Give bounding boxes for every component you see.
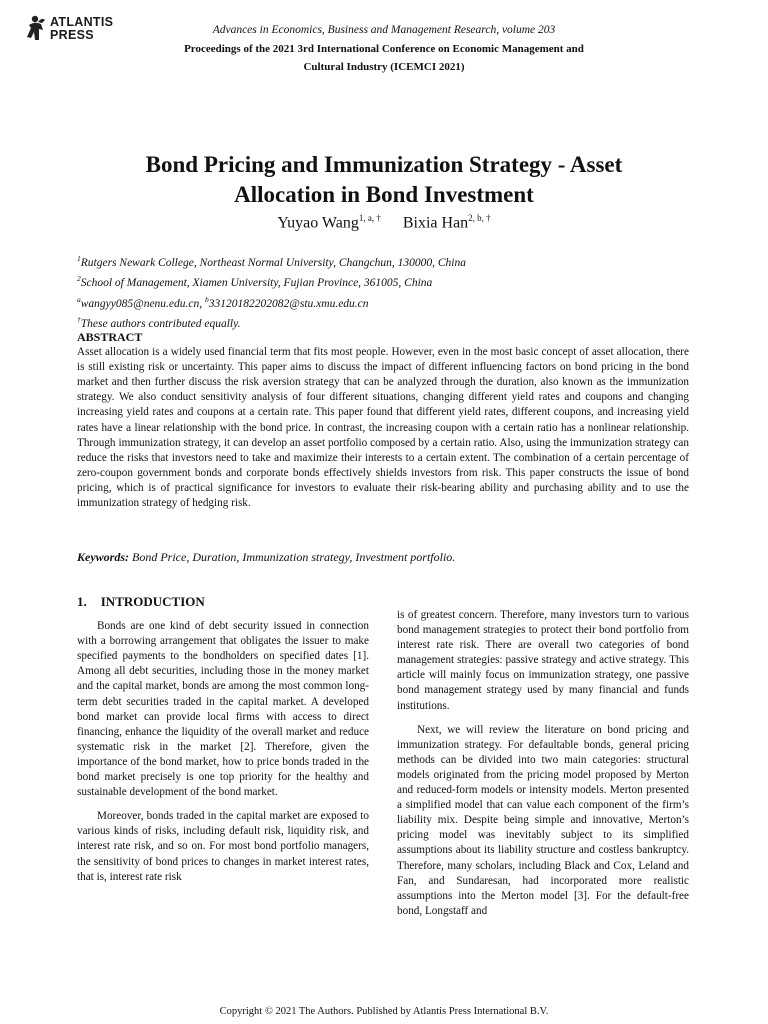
body-paragraph: is of greatest concern. Therefore, many investors turn to various bond management strategies to protect their bond portfolio from interest rate risk. There are overall two categories of bond management strategies: passive strategy and active strategy. This article will mainly focus on immunization strategy, one passive bond management strategy used by many financial and funds institutions. [397,609,689,712]
copyright-footer: Copyright © 2021 The Authors. Published by Atlantis Press International B.V. [219,1006,549,1017]
author-list [80,213,688,232]
title-line-1: Bond Pricing and Immunization Strategy - Asset [145,152,623,177]
affiliation-1: $^1$Rutgers Newark College, Northeast Normal University, Changchun, 130000, China [77,254,466,269]
left-column [77,594,369,894]
author-name: Yuyao Wang [277,214,359,232]
right-column [397,608,689,928]
abstract-section [77,330,689,511]
abstract-heading: ABSTRACT [77,330,143,344]
keywords-line [77,550,689,565]
abstract-text: Asset allocation is a widely used financial term that fits most people. However, even in the most basic concept of asset allocation, there is still existing risk or uncertainty. This paper aims to discuss the impact of different influencing factors on bond pricing in the bond market and then further discuss the risk aversion strategy that can be analyzed through the duration, also known as the immunization strategy. We also conduct sensitivity analysis of four different situations, changing different yield rates and coupons and changing increasing yield rates and coupons at a certain rate. This paper found that different yield rates, different coupons, and increasing yield rates have a linear relationship with the bond price. In contrast, the increasing coupon with a certain ratio has a nonlinear relationship. Through immunization strategy, it can develop an asset portfolio composed by a certain ratio. Also, using the immunization strategy can reduce the risks that investors need to take and maximize their interests to a certain extent. The combination of a certain percentage of zero-coupon government bonds and corporate bonds effectively shields investors from risk. This paper constructs the issue of bond pricing, which is of practical significance for investors to evaluate their risk-bearing ability and purchasing ability and to use the immunization strategy of hedging risk. [77,346,689,510]
section-title: INTRODUCTION [100,594,205,609]
series-line: Advances in Economics, Business and Management Research, volume 203 [212,24,556,36]
author-emails: $^a$wangyy085@nenu.edu.cn, $^b$33120182202082@stu.xmu.edu.cn [77,294,369,310]
atlantis-figure-icon [26,14,46,44]
affiliation-2: $^2$School of Management, Xiamen University, Fujian Province, 361005, China [77,274,433,290]
author-name: Bixia Han [402,214,469,232]
paper-title [80,150,688,210]
keywords-label: Keywords: [77,550,129,564]
conference-line-1: Proceedings of the 2021 3rd International Conference on Economic Management and [184,43,584,55]
proceedings-header [120,22,648,76]
title-line-2: Allocation in Bond Investment [234,182,534,207]
body-paragraph: Bonds are one kind of debt security issued in connection with a borrowing arrangement that obligates the issuer to make specified payments to the bondholders on specified dates [1]. Among all debt securities, including those in the money market and the capital market, bonds are among the most common long-term debt securities traded in the capital market. A developed bond market can provide local firms with access to direct financing, enhance the liquidity of the overall market and reduce systematic risk in the market [2]. Therefore, given the importance of the bond market, how to price bonds traded in the bond market precisely is one top priority for the healthy and sustainable development of the bond market. [77,620,369,799]
author-marks: 1, a, † [358,213,381,223]
logo-line-1: ATLANTIS [50,15,114,29]
conference-line-2: Cultural Industry (ICEMCI 2021) [303,61,465,73]
body-paragraph: Next, we will review the literature on bond pricing and immunization strategy. For defaultable bonds, general pricing methods can be divided into two main categories: structural models originated from the pricing model proposed by Merton and reduced-form models or intensity models. Merton presented a simplified model that can value each component of the firm’s liability mix. Despite being simple and innovative, Merton’s pricing model was inevitably subject to its simplified assumptions about its liability structure and costless bankruptcy. Therefore, many scholars, including Black and Cox, Leland and Fan, and Sundaresan, had incorporated more realistic assumptions into the Merton model [3]. For the default-free bond, Longstaff and [397,723,689,917]
section-heading [77,594,369,609]
logo-line-2: PRESS [50,28,94,42]
author-marks: 2, b, † [468,213,491,223]
email-b[interactable]: 33120182202082@stu.xmu.edu.cn [208,297,369,310]
email-a[interactable]: wangyy085@nenu.edu.cn, [80,297,206,310]
section-number: 1. [77,594,87,609]
affiliations [77,251,697,332]
keywords-text: Bond Price, Duration, Immunization strategy, Investment portfolio. [129,550,456,564]
body-paragraph: Moreover, bonds traded in the capital market are exposed to various kinds of risks, including default risk, liquidity risk, and interest rate risk, and so on. For most bond portfolio managers, the sensitivity of bond prices to changes in market interest rates, that is, interest rate risk [77,810,369,883]
equal-contribution-note: †These authors contributed equally. [77,314,241,330]
